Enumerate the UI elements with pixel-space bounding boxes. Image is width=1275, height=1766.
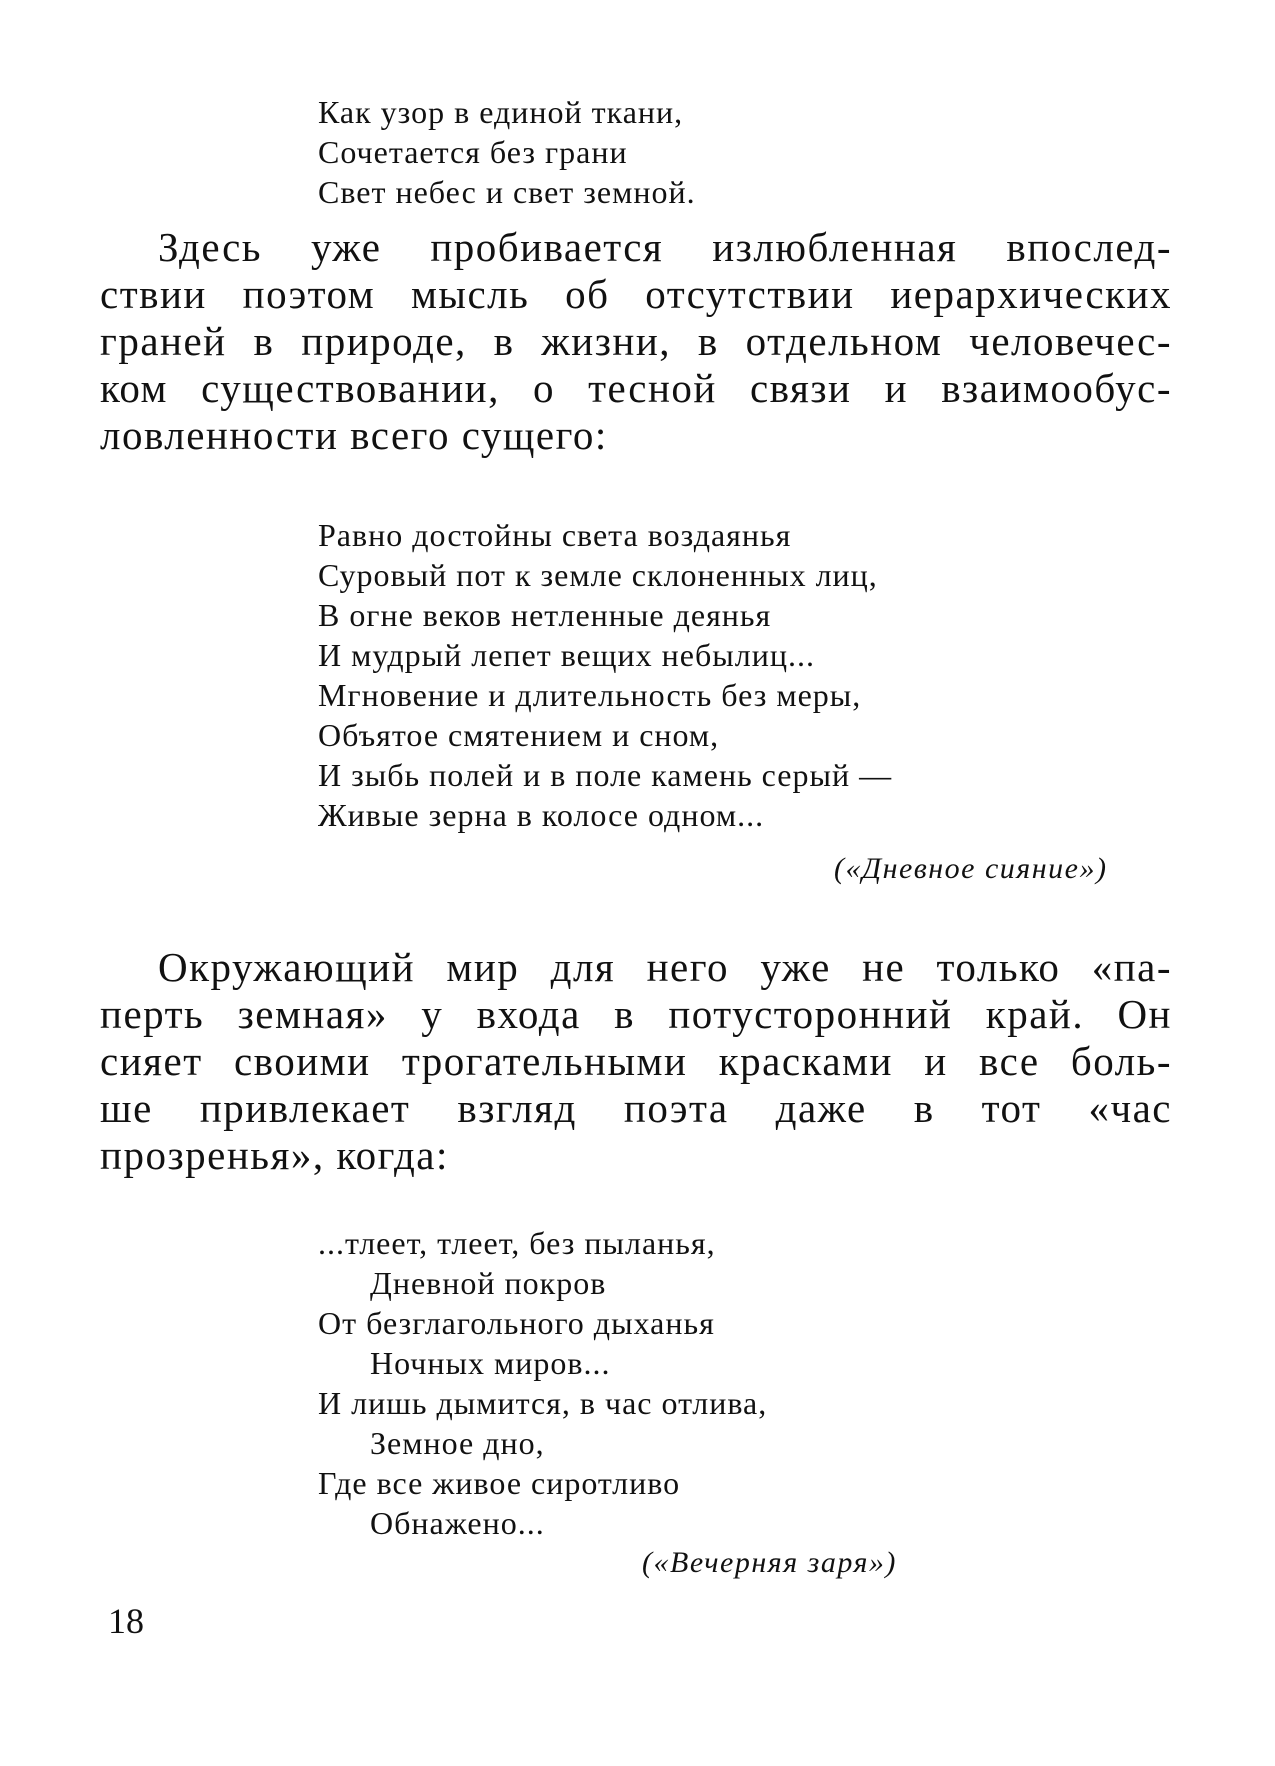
verse-quote-2 — [318, 515, 892, 835]
verse-line: В огне веков нетленные деянья — [318, 597, 772, 633]
verse-citation: («Вечерняя заря») — [642, 1546, 897, 1579]
verse-citation: («Дневное сияние») — [834, 852, 1108, 885]
paragraph-line: прозренья», когда: — [100, 1132, 449, 1178]
verse-line: Равно достойны света воздаянья — [318, 517, 792, 553]
verse-line: Суровый пот к земле склоненных лиц, — [318, 557, 878, 593]
paragraph-line: ловленности всего сущего: — [100, 412, 608, 458]
verse-line: Земное дно, — [370, 1425, 545, 1461]
verse-line: ...тлеет, тлеет, без пыланья, — [318, 1225, 716, 1261]
verse-line: И мудрый лепет вещих небылиц... — [318, 637, 815, 673]
verse-line: Где все живое сиротливо — [318, 1465, 681, 1501]
verse-line: Объятое смятением и сном, — [318, 717, 720, 753]
paragraph-line: граней в природе, в жизни, в отдельном человечес- — [100, 318, 1172, 364]
verse-line: Обнажено... — [370, 1505, 545, 1541]
verse-line: И зыбь полей и в поле камень серый — — [318, 757, 893, 793]
paragraph-line: ствии поэтом мысль об отсутствии иерархических — [100, 271, 1172, 317]
verse-line: Ночных миров... — [370, 1345, 611, 1381]
verse-quote-3 — [318, 1223, 767, 1543]
verse-line: Дневной покров — [370, 1265, 607, 1301]
body-paragraph-1 — [100, 224, 1172, 459]
page-number: 18 — [108, 1601, 144, 1641]
paragraph-line: Здесь уже пробивается излюбленная впослед- — [158, 224, 1172, 270]
paragraph-line: Окружающий мир для него уже не только «па- — [158, 944, 1172, 990]
verse-quote-1 — [318, 92, 696, 212]
verse-line: Свет небес и свет земной. — [318, 174, 696, 210]
verse-line: От безглагольного дыханья — [318, 1305, 715, 1341]
body-paragraph-2 — [100, 944, 1172, 1179]
paragraph-line: ком существовании, о тесной связи и взаимообус- — [100, 365, 1172, 411]
paragraph-line: перть земная» у входа в потусторонний край. Он — [100, 991, 1172, 1037]
verse-line: И лишь дымится, в час отлива, — [318, 1385, 768, 1421]
verse-line: Живые зерна в колосе одном... — [318, 797, 765, 833]
paragraph-line: ше привлекает взгляд поэта даже в тот «час — [100, 1085, 1172, 1131]
paragraph-line: сияет своими трогательными красками и все боль- — [100, 1038, 1172, 1084]
verse-line: Как узор в единой ткани, — [318, 94, 684, 130]
verse-line: Сочетается без грани — [318, 134, 628, 170]
verse-line: Мгновение и длительность без меры, — [318, 677, 862, 713]
